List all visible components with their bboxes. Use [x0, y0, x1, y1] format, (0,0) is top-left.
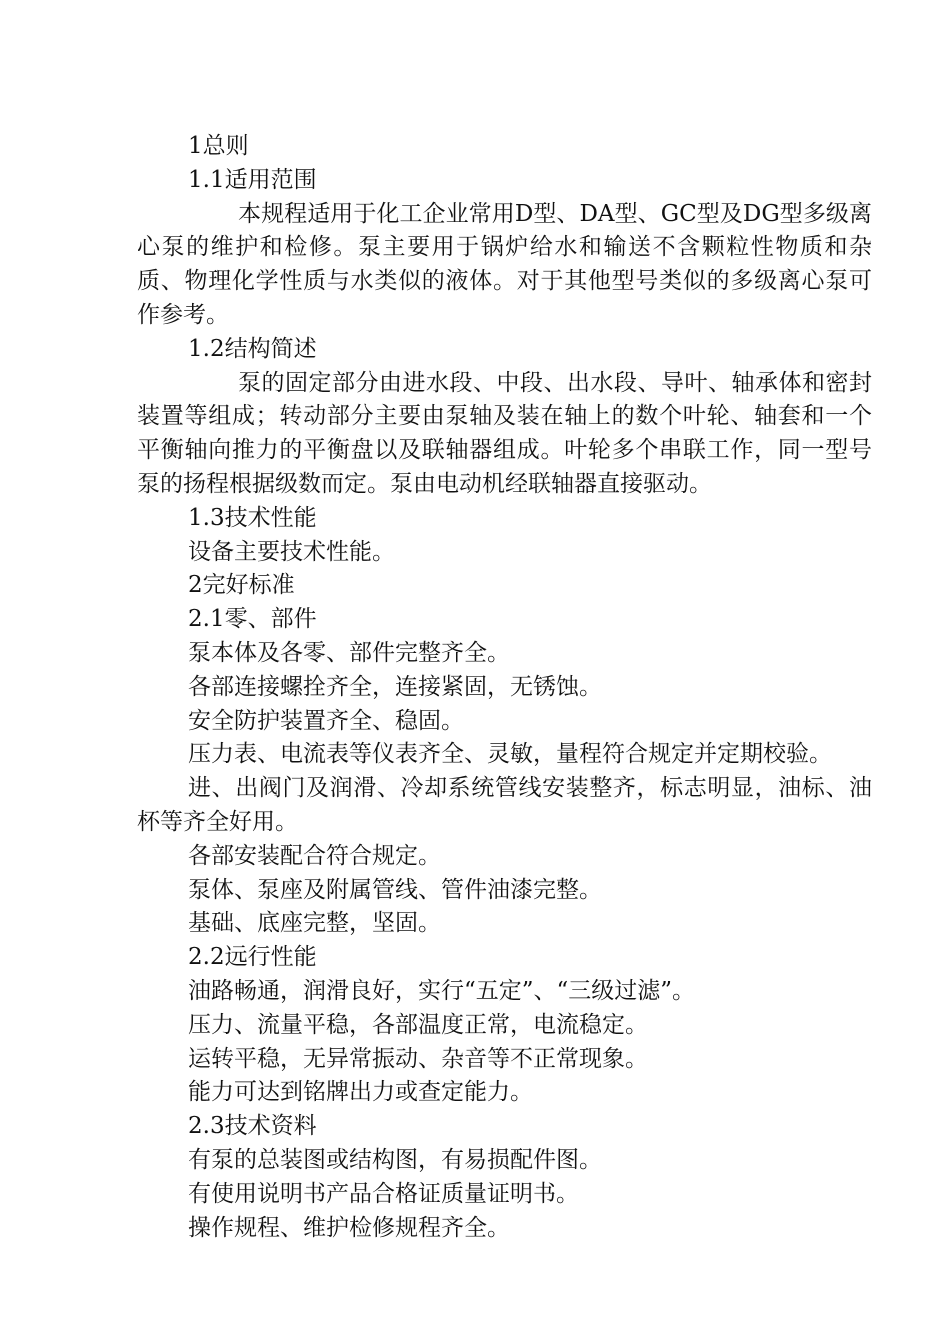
- list-item: 能力可达到铭牌出力或查定能力。: [188, 1079, 533, 1106]
- list-item: 有使用说明书产品合格证质量证明书。: [188, 1180, 579, 1207]
- paragraph-structure: 泵的固定部分由进水段、中段、出水段、导叶、轴承体和密封装置等组成；转动部分主要由泵轴及装在轴上的数个叶轮、轴套和一个平衡轴向推力的平衡盘以及联轴器组成。叶轮多个串联工作，同一型号泵的扬程根据级数而定。泵由电动机经联轴器直接驱动。: [137, 369, 872, 497]
- list-item: 各部连接螺拴齐全，连接紧固，无锈蚀。: [188, 673, 602, 700]
- list-item: 泵体、泵座及附属管线、管件油漆完整。: [188, 876, 602, 903]
- list-item: 安全防护装置齐全、稳固。: [188, 707, 464, 734]
- section-heading-1-2: 1.2结构简述: [188, 335, 317, 362]
- list-item: 基础、底座完整，坚固。: [188, 910, 441, 937]
- list-item: 有泵的总装图或结构图，有易损配件图。: [188, 1146, 602, 1173]
- section-heading-2-3: 2.3技术资料: [188, 1113, 317, 1140]
- list-item: 进、出阀门及润滑、冷却系统管线安装整齐，标志明显，油标、油杯等齐全好用。: [137, 775, 872, 835]
- section-heading-2-1: 2.1零、部件: [188, 606, 317, 633]
- section-heading-2: 2完好标准: [188, 572, 295, 599]
- section-heading-1-1: 1.1适用范围: [188, 166, 317, 193]
- list-item: 压力、流量平稳，各部温度正常，电流稳定。: [188, 1011, 648, 1038]
- list-item: 操作规程、维护检修规程齐全。: [188, 1214, 510, 1241]
- list-item: 各部安装配合符合规定。: [188, 842, 441, 869]
- section-heading-1-3: 1.3技术性能: [188, 504, 317, 531]
- list-item: 运转平稳，无异常振动、杂音等不正常现象。: [188, 1045, 648, 1072]
- document-body: [137, 130, 872, 1245]
- section-heading-2-2: 2.2远行性能: [188, 944, 317, 971]
- paragraph-scope: 本规程适用于化工企业常用D型、DA型、GC型及DG型多级离心泵的维护和检修。泵主要用于锅炉给水和输送不含颗粒性物质和杂质、物理化学性质与水类似的液体。对于其他型号类似的多级离心泵可作参考。: [137, 200, 872, 328]
- section-heading-1: 1总则: [188, 133, 249, 159]
- list-item: 油路畅通，润滑良好，实行“五定”、“三级过滤”。: [188, 977, 696, 1004]
- list-item: 压力表、电流表等仪表齐全、灵敏，量程符合规定并定期校验。: [188, 741, 832, 768]
- list-item: 设备主要技术性能。: [188, 538, 395, 565]
- list-item: 泵本体及各零、部件完整齐全。: [188, 639, 510, 666]
